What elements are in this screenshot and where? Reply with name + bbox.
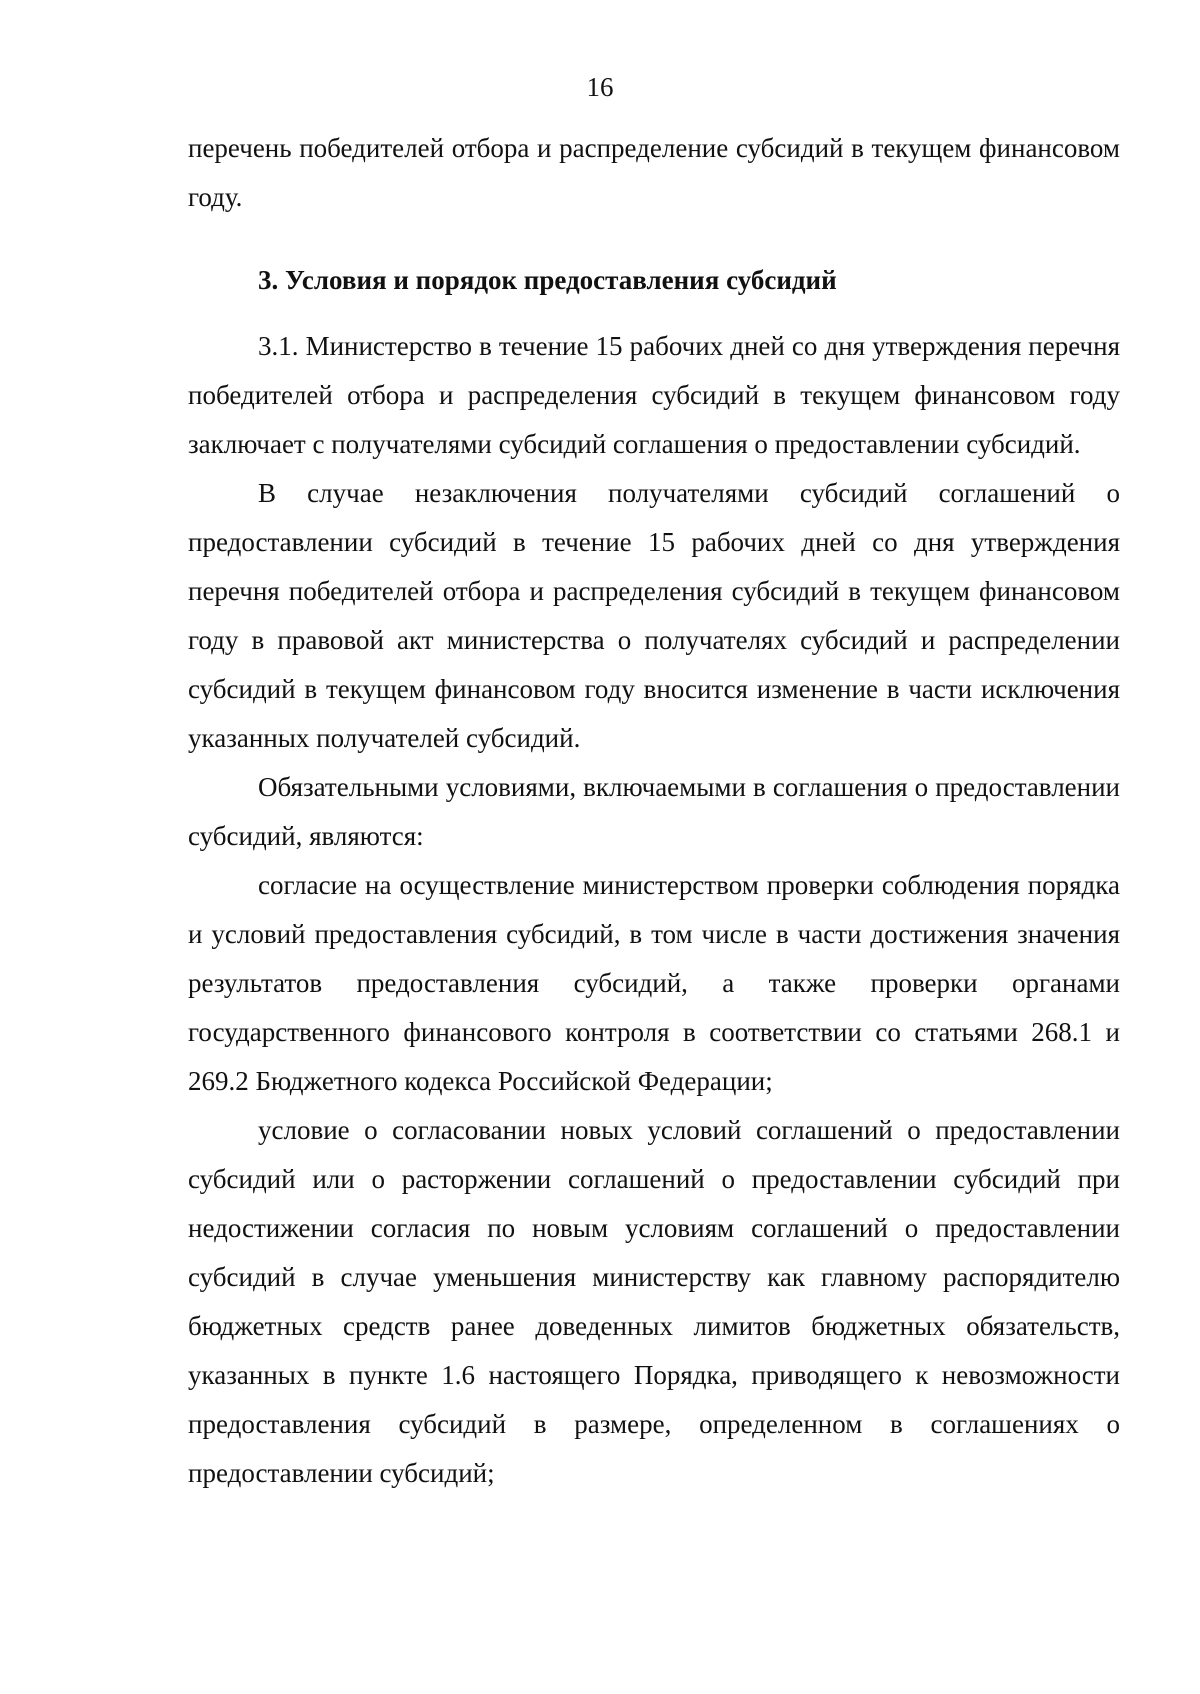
paragraph-consent-inspection: согласие на осуществление министерством проверки соблюдения порядка и условий предоставления субсидий, в том числе в части достижения значения результатов предоставления субсидий, а также проверки органами государственного финансового контроля в соответствии со статьями 268.1 и 269.2 Бюджетного кодекса Российской Федерации; bbox=[188, 870, 1120, 1096]
section-heading: 3. Условия и порядок предоставления субсидий bbox=[258, 265, 837, 295]
page-number: 16 bbox=[586, 72, 614, 102]
paragraph-3-1: 3.1. Министерство в течение 15 рабочих дней со дня утверждения перечня победителей отбора и распределения субсидий в текущем финансовом году заключает с получателями субсидий соглашения о предоставлении субсидий. bbox=[188, 331, 1120, 459]
intro-paragraph: перечень победителей отбора и распределение субсидий в текущем финансовом году. bbox=[188, 133, 1120, 212]
document-body bbox=[188, 124, 1120, 1498]
paragraph-mandatory-conditions: Обязательными условиями, включаемыми в соглашения о предоставлении субсидий, являются: bbox=[188, 772, 1120, 851]
paragraph-non-conclusion: В случае незаключения получателями субсидий соглашений о предоставлении субсидий в течение 15 рабочих дней со дня утверждения перечня победителей отбора и распределения субсидий в текущем финансовом году в правовой акт министерства о получателях субсидий и распределении субсидий в текущем финансовом году вносится изменение в части исключения указанных получателей субсидий. bbox=[188, 478, 1120, 753]
paragraph-new-conditions: условие о согласовании новых условий соглашений о предоставлении субсидий или о расторжении соглашений о предоставлении субсидий при недостижении согласия по новым условиям соглашений о предоставлении субсидий в случае уменьшения министерству как главному распорядителю бюджетных средств ранее доведенных лимитов бюджетных обязательств, указанных в пункте 1.6 настоящего Порядка, приводящего к невозможности предоставления субсидий в размере, определенном в соглашениях о предоставлении субсидий; bbox=[188, 1115, 1120, 1488]
